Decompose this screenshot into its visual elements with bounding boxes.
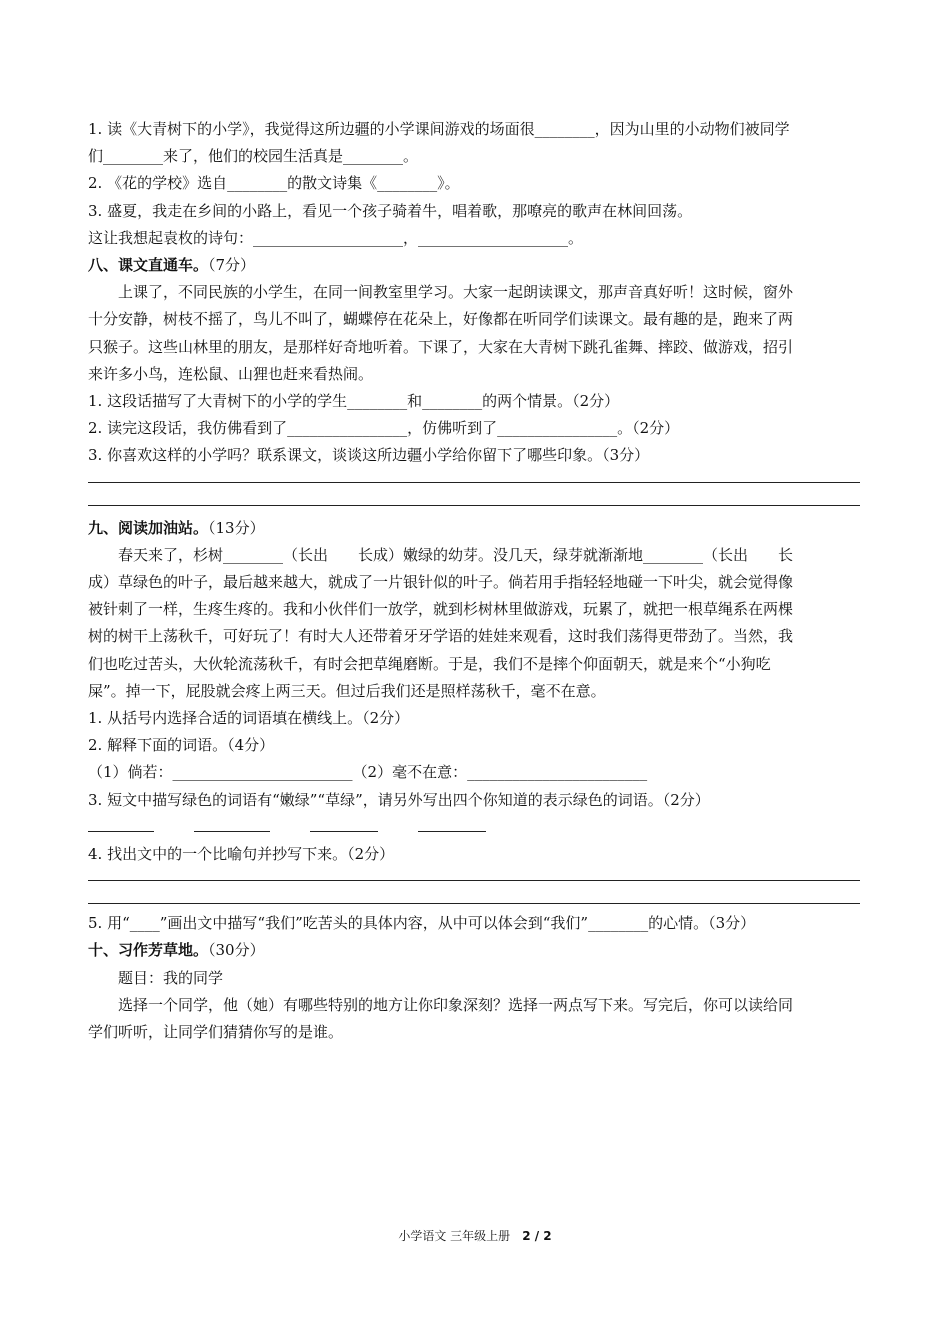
page-footer [0,1227,950,1244]
section10-points: （30分） [208,941,265,960]
section9-title: 九、阅读加油站。 [88,518,209,537]
green-word-blank [310,817,378,832]
s8-passage-line: 来许多小鸟，连松鼠、山狸也赶来看热闹。 [88,364,374,383]
s7-q1-line1: 1. 读《大青树下的小学》，我觉得这所边疆的小学课间游戏的场面很________，因为山里的小动物们被同学 [88,120,790,138]
section9-heading [88,515,860,542]
s9-q1: 1. 从括号内选择合适的词语填在横线上。（2分） [88,709,410,728]
green-word-blank [194,817,270,832]
section8-points: （7分） [208,256,256,275]
exam-page [88,116,860,1046]
footer-subject: 小学语文 三年级上册 [398,1229,511,1243]
s10-prompt-line2: 学们听听，让同学们猜猜你写的是谁。 [88,1023,344,1042]
answer-line [88,482,860,483]
s8-passage-line: 十分安静，树枝不摇了，鸟儿不叫了，蝴蝶停在花朵上，好像都在听同学们读课文。最有趣的是，跑来了两 [88,310,794,329]
s8-passage-line: 只猴子。这些山林里的朋友，是那样好奇地听着。下课了，大家在大青树下跳孔雀舞、摔跤、做游戏，招引 [88,337,794,356]
section10-heading [88,937,860,964]
section8-heading [88,252,860,279]
green-word-blank [88,817,154,832]
s7-q3-line1: 3. 盛夏，我走在乡间的小路上，看见一个孩子骑着牛，唱着歌，那嘹亮的歌声在林间回荡。 [88,201,693,220]
s7-q3-line2: 这让我想起袁枚的诗句：____________________，____________________。 [88,228,584,247]
answer-line [88,880,860,881]
section10-title: 十、习作芳草地。 [88,941,209,960]
s9-passage-line: 屎”。掉一下，屁股就会疼上两三天。但过后我们还是照样荡秋千，毫不在意。 [88,681,606,700]
s7-q1-line2: 们________来了，他们的校园生活真是________。 [88,147,419,166]
s10-topic: 题目：我的同学 [118,968,224,987]
s9-q2-items: （1）倘若：________________________（2）毫不在意：________________________ [88,763,648,782]
green-word-blank [418,817,486,832]
s9-q5: 5. 用“____”画出文中描写“我们”吃苦头的具体内容，从中可以体会到“我们”________的心情。（3分） [88,914,756,933]
section9-points: （13分） [208,518,265,537]
s9-passage-line: 被针刺了一样，生疼生疼的。我和小伙伴们一放学，就到杉树林里做游戏，玩累了，就把一根草绳系在两棵 [88,600,794,619]
s9-q3-blanks [88,814,860,841]
s7-q2: 2. 《花的学校》选自________的散文诗集《________》。 [88,174,460,193]
s9-q3: 3. 短文中描写绿色的词语有“嫩绿”“草绿”，请另外写出四个你知道的表示绿色的词语。（2分） [88,790,710,809]
s10-prompt-line1: 选择一个同学，他（她）有哪些特别的地方让你印象深刻？选择一两点写下来。写完后，你可以读给同 [118,995,794,1014]
s8-q1: 1. 这段话描写了大青树下的小学的学生________和________的两个情景。（2分） [88,392,620,411]
s9-passage-line: 们也吃过苦头，大伙轮流荡秋千，有时会把草绳磨断。于是，我们不是摔个仰面朝天，就是来个“小狗吃 [88,654,771,673]
s8-passage-line: 上课了，不同民族的小学生，在同一间教室里学习。大家一起朗读课文，那声音真好听！这时候，窗外 [118,283,794,302]
s8-q2: 2. 读完这段话，我仿佛看到了________________，仿佛听到了________________。（2分） [88,419,680,438]
s9-passage-line: 树的树干上荡秋千，可好玩了！有时大人还带着牙牙学语的娃娃来观看，这时我们荡得更带劲了。当然，我 [88,627,794,646]
s8-q3: 3. 你喜欢这样的小学吗？联系课文，谈谈这所边疆小学给你留下了哪些印象。（3分） [88,446,650,465]
page-number: 2 / 2 [522,1229,552,1243]
s9-passage-line: 成）草绿色的叶子，最后越来越大，就成了一片银针似的叶子。倘若用手指轻轻地碰一下叶尖，就会觉得像 [88,573,794,592]
s9-q2: 2. 解释下面的词语。（4分） [88,736,275,755]
s9-q4: 4. 找出文中的一个比喻句并抄写下来。（2分） [88,845,395,864]
section8-title: 八、课文直通车。 [88,256,209,275]
s9-passage-line: 春天来了，杉树________（长出 长成）嫩绿的幼芽。没几天，绿芽就渐渐地________（长出 长 [118,545,794,564]
